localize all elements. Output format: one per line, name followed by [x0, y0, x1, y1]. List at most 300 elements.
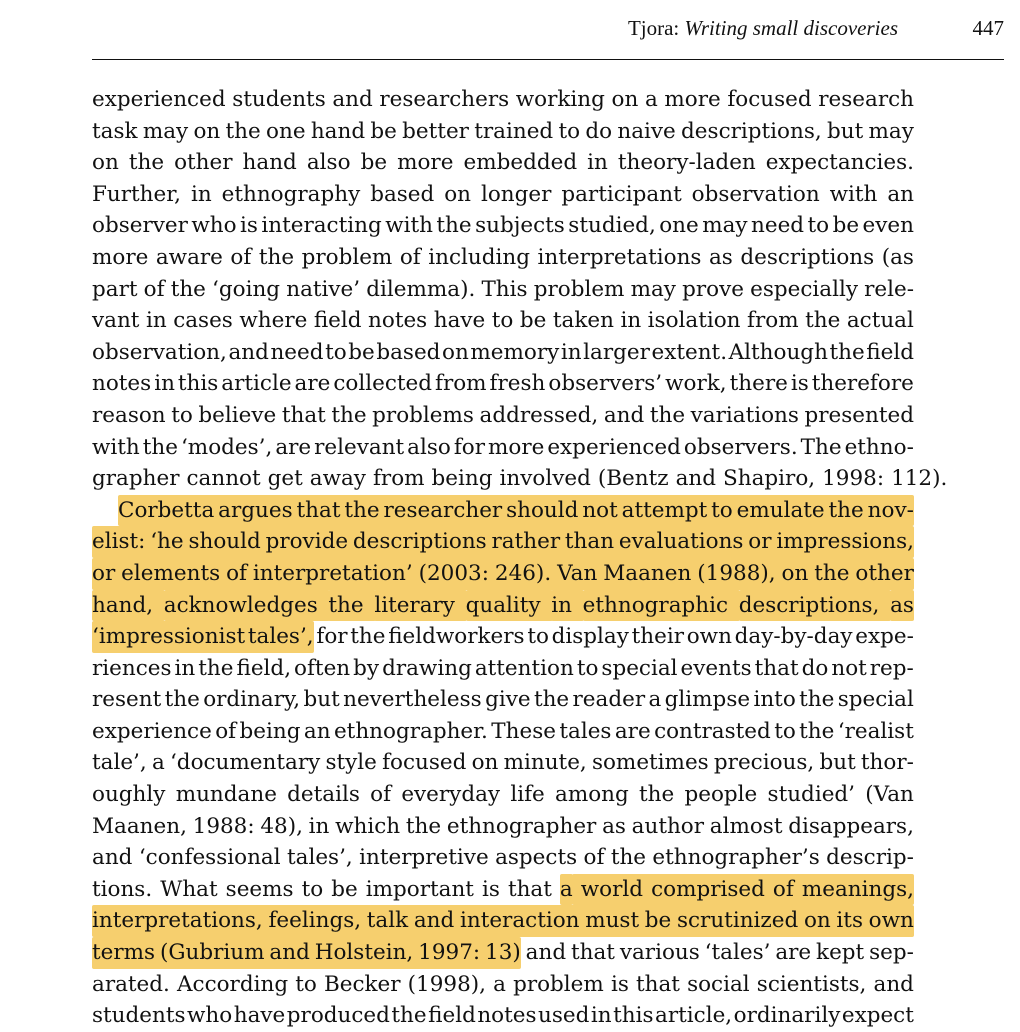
- highlighted-word: other: [855, 558, 913, 590]
- word: experienced: [92, 87, 226, 112]
- word: fresh: [489, 371, 546, 397]
- word: involved: [499, 466, 591, 492]
- word: subjects: [475, 213, 565, 239]
- word: hand: [310, 118, 366, 144]
- word: (Van: [865, 782, 914, 808]
- text-line: [92, 1000, 914, 1032]
- text-line: [92, 874, 914, 906]
- word: in: [154, 371, 175, 397]
- word: Further,: [92, 181, 182, 207]
- word: are: [614, 718, 651, 744]
- word: of: [583, 845, 605, 871]
- word: various: [619, 940, 700, 966]
- highlighted-word: than: [565, 526, 614, 558]
- word: addressed,: [479, 402, 599, 428]
- word: theory-laden: [617, 150, 756, 176]
- word: problem: [513, 971, 604, 997]
- word: cannot: [186, 466, 261, 492]
- word: larger: [583, 339, 650, 365]
- highlighted-word: nov-: [868, 495, 914, 527]
- text-line: [92, 84, 914, 116]
- word: also: [306, 150, 351, 176]
- word: on: [193, 118, 221, 144]
- word: the: [198, 655, 234, 681]
- word: problem: [533, 276, 625, 302]
- word: This: [481, 276, 528, 302]
- word: riences: [92, 655, 172, 681]
- word: to: [774, 718, 796, 744]
- word: researchers: [379, 87, 510, 112]
- word: in: [560, 339, 582, 365]
- word: to: [558, 118, 581, 144]
- highlighted-word: attempt: [622, 495, 708, 527]
- word: almost: [709, 813, 783, 839]
- word: aspects: [495, 845, 578, 871]
- word: working: [515, 87, 605, 112]
- highlighted-word: its: [836, 905, 863, 937]
- word: interacting: [261, 213, 382, 239]
- word: need: [751, 213, 805, 239]
- word: may: [630, 276, 676, 302]
- word: is: [790, 371, 809, 397]
- text-line: [92, 337, 914, 369]
- highlighted-word: (Gubrium: [160, 937, 265, 969]
- word: rele-: [864, 276, 914, 302]
- word: important: [365, 876, 474, 902]
- word: for: [453, 434, 486, 460]
- highlighted-word: (1988),: [697, 558, 775, 590]
- text-line: [92, 779, 914, 811]
- word: and: [525, 940, 567, 966]
- word: scientists,: [756, 971, 867, 997]
- page-number: 447: [972, 16, 1004, 40]
- word: to: [527, 624, 549, 650]
- highlighted-word: world: [581, 874, 643, 906]
- word: need: [270, 339, 324, 365]
- word: 48),: [260, 813, 303, 839]
- word: the: [829, 339, 865, 365]
- word: of: [215, 718, 237, 744]
- word: the: [799, 687, 835, 713]
- word: from: [434, 371, 487, 397]
- highlighted-word: and: [414, 905, 454, 937]
- word: minute,: [503, 750, 587, 776]
- word: more: [664, 87, 721, 112]
- word: observation: [691, 181, 820, 207]
- text-line: [92, 242, 914, 274]
- word: own: [686, 624, 732, 650]
- highlighted-word: ‘he: [150, 526, 183, 558]
- word: not: [831, 655, 867, 681]
- highlighted-word: of: [226, 558, 247, 590]
- word: descriptions,: [681, 118, 822, 144]
- word: dilemma).: [366, 276, 476, 302]
- text-line: [92, 621, 914, 653]
- highlighted-word: as: [890, 590, 914, 622]
- text-line: [92, 653, 914, 685]
- word: from: [372, 466, 425, 492]
- word: and: [228, 339, 269, 365]
- word: author: [631, 813, 705, 839]
- word: kept: [816, 940, 865, 966]
- word: on: [444, 181, 472, 207]
- text-line: [92, 495, 914, 527]
- word: in: [308, 813, 330, 839]
- word: a: [644, 87, 658, 112]
- word: be: [832, 213, 860, 239]
- word: of: [230, 244, 252, 270]
- word: According: [177, 971, 289, 997]
- word: into: [753, 687, 796, 713]
- word: expe-: [855, 624, 914, 650]
- text-line: [92, 842, 914, 874]
- highlighted-word: ‘impressionist: [92, 621, 245, 653]
- word: notes: [477, 1003, 537, 1029]
- word: on: [611, 87, 639, 112]
- highlighted-word: Holstein,: [315, 937, 414, 969]
- word: the: [164, 687, 200, 713]
- text-line: [92, 368, 914, 400]
- word: including: [428, 244, 531, 270]
- word: presented: [804, 402, 914, 428]
- text-line: [92, 305, 914, 337]
- highlighted-word: the: [829, 495, 864, 527]
- highlighted-word: the: [814, 558, 849, 590]
- word: oughly: [92, 782, 166, 808]
- word: (1998),: [407, 971, 486, 997]
- word: prove: [682, 276, 744, 302]
- word: also: [407, 434, 451, 460]
- text-line: [92, 526, 914, 558]
- word: among: [555, 782, 629, 808]
- highlighted-word: interaction: [460, 905, 580, 937]
- text-line: [92, 716, 914, 748]
- word: are: [775, 940, 812, 966]
- word: ethnographer.: [333, 718, 488, 744]
- highlighted-word: tales’,: [248, 621, 314, 653]
- word: are: [275, 434, 312, 460]
- highlighted-word: or: [748, 526, 771, 558]
- word: work,: [665, 371, 727, 397]
- text-line: [92, 116, 914, 148]
- word: actual: [846, 308, 914, 334]
- word: in: [620, 308, 642, 334]
- word: a: [151, 750, 165, 776]
- word: this: [177, 371, 219, 397]
- word: fieldworkers: [388, 624, 525, 650]
- word: native’: [286, 276, 361, 302]
- word: more: [397, 150, 454, 176]
- word: tales: [559, 718, 612, 744]
- word: people: [684, 782, 758, 808]
- word: especially: [750, 276, 858, 302]
- word: the: [128, 150, 165, 176]
- word: being: [431, 466, 493, 492]
- word: give: [485, 687, 531, 713]
- word: away: [309, 466, 366, 492]
- word: the: [799, 718, 835, 744]
- word: descrip-: [826, 845, 914, 871]
- highlighted-word: interpretations,: [92, 905, 263, 937]
- word: taken: [552, 308, 614, 334]
- word: ordinarily: [733, 1003, 841, 1029]
- word: being: [239, 718, 301, 744]
- word: who: [187, 1003, 233, 1029]
- text-line: [92, 400, 914, 432]
- word: that: [754, 655, 799, 681]
- word: and: [332, 87, 373, 112]
- word: cases: [173, 308, 233, 334]
- word: interpretations: [537, 244, 702, 270]
- word: an: [887, 181, 914, 207]
- text-line: [92, 210, 914, 242]
- highlighted-word: evaluations: [619, 526, 744, 558]
- highlighted-word: talk: [367, 905, 408, 937]
- highlighted-word: comprised: [651, 874, 765, 906]
- word: experienced: [547, 434, 681, 460]
- word: is: [610, 971, 629, 997]
- word: Becker: [323, 971, 401, 997]
- word: sometimes: [591, 750, 709, 776]
- highlighted-word: rather: [492, 526, 561, 558]
- word: have: [433, 308, 486, 334]
- word: a: [648, 687, 662, 713]
- word: students: [92, 1003, 186, 1029]
- word: reason: [92, 402, 166, 428]
- text-line: [92, 463, 948, 495]
- highlighted-word: interpretation’: [253, 558, 413, 590]
- word: be: [331, 876, 358, 902]
- word: (Bentz: [597, 466, 669, 492]
- word: the: [405, 813, 442, 839]
- highlighted-word: Maanen: [603, 558, 691, 590]
- text-line: [92, 274, 914, 306]
- word: field: [866, 339, 914, 365]
- word: ethnographer’s: [652, 845, 820, 871]
- highlighted-word: must: [585, 905, 639, 937]
- highlighted-word: scrutinized: [677, 905, 798, 937]
- word: experience: [92, 718, 212, 744]
- word: in: [145, 308, 167, 334]
- highlighted-word: argues: [218, 495, 292, 527]
- word: one: [659, 213, 699, 239]
- highlighted-word: of: [773, 874, 794, 906]
- word: in: [190, 181, 212, 207]
- word: more: [488, 434, 545, 460]
- word: the: [331, 402, 367, 428]
- word: life: [510, 782, 545, 808]
- highlighted-word: meanings,: [802, 874, 914, 906]
- word: may: [702, 213, 748, 239]
- word: attention: [474, 655, 574, 681]
- word: the: [350, 624, 386, 650]
- word: day-by-day: [734, 624, 853, 650]
- word: the: [649, 402, 686, 428]
- word: ‘realist: [837, 718, 914, 744]
- word: do: [585, 118, 613, 144]
- word: get: [267, 466, 303, 492]
- word: the: [170, 276, 206, 302]
- word: of: [399, 244, 421, 270]
- word: aware: [155, 244, 223, 270]
- text-line: [92, 937, 914, 969]
- word: other: [174, 150, 233, 176]
- word: focused: [382, 750, 467, 776]
- word: the: [391, 1003, 427, 1029]
- word: better: [402, 118, 469, 144]
- word: observers’: [548, 371, 663, 397]
- word: that: [281, 402, 326, 428]
- word: extent.: [651, 339, 728, 365]
- word: is: [240, 213, 258, 239]
- word: thor-: [860, 750, 914, 776]
- highlighted-word: acknowledges: [164, 590, 318, 622]
- word: the: [610, 845, 647, 871]
- word: to: [301, 876, 324, 902]
- word: be: [360, 150, 388, 176]
- word: of: [370, 782, 392, 808]
- word: special: [837, 687, 914, 713]
- highlighted-word: a: [560, 874, 573, 906]
- word: focused: [727, 87, 812, 112]
- word: glimpse: [664, 687, 751, 713]
- word: expect: [841, 1003, 914, 1029]
- word: more: [92, 244, 149, 270]
- word: but: [826, 118, 864, 144]
- word: where: [239, 308, 308, 334]
- highlighted-word: Van: [557, 558, 597, 590]
- word: mundane: [175, 782, 277, 808]
- word: to: [295, 971, 317, 997]
- word: special: [601, 655, 678, 681]
- article-title: Writing small discoveries: [684, 16, 898, 40]
- word: one: [266, 118, 306, 144]
- word: of: [143, 276, 165, 302]
- word: and: [603, 402, 645, 428]
- word: to: [171, 402, 193, 428]
- word: may: [868, 118, 914, 144]
- word: the: [225, 118, 261, 144]
- word: is: [481, 876, 500, 902]
- highlighted-word: descriptions: [353, 526, 487, 558]
- highlighted-word: descriptions,: [739, 590, 880, 622]
- word: 1998:: [822, 466, 885, 492]
- word: social: [687, 971, 750, 997]
- word: based: [376, 339, 441, 365]
- text-line: [92, 684, 914, 716]
- word: events: [680, 655, 752, 681]
- highlighted-word: literary: [374, 590, 455, 622]
- word: as: [708, 244, 733, 270]
- word: precious,: [713, 750, 815, 776]
- word: may: [142, 118, 189, 144]
- word: by: [353, 655, 380, 681]
- highlighted-word: should: [506, 495, 578, 527]
- word: the: [436, 213, 472, 239]
- text-line: [92, 747, 914, 779]
- highlighted-word: be: [645, 905, 672, 937]
- word: naive: [617, 118, 676, 144]
- word: Shapiro,: [723, 466, 816, 492]
- word: article: [221, 371, 292, 397]
- word: to: [491, 308, 514, 334]
- word: (as: [881, 244, 914, 270]
- word: descriptions: [740, 244, 875, 270]
- highlighted-word: Corbetta: [118, 495, 214, 527]
- word: grapher: [92, 466, 180, 492]
- header-rule: [92, 59, 1004, 60]
- word: resent: [92, 687, 162, 713]
- highlighted-word: 13): [485, 937, 521, 969]
- word: memory: [470, 339, 560, 365]
- highlighted-word: elements: [121, 558, 220, 590]
- word: field,: [236, 655, 292, 681]
- text-line: [92, 179, 914, 211]
- word: contrasted: [654, 718, 771, 744]
- highlighted-word: on: [782, 558, 809, 590]
- highlighted-word: on: [804, 905, 831, 937]
- highlighted-word: emulate: [737, 495, 825, 527]
- word: reader: [572, 687, 646, 713]
- word: rep-: [869, 655, 914, 681]
- highlighted-word: in: [551, 590, 572, 622]
- highlighted-word: quality: [466, 590, 541, 622]
- word: notes: [92, 371, 152, 397]
- highlighted-word: terms: [92, 937, 155, 969]
- highlighted-word: the: [328, 590, 363, 622]
- word: relevant: [314, 434, 405, 460]
- highlighted-word: elist:: [92, 526, 145, 558]
- highlighted-word: researcher: [383, 495, 502, 527]
- highlighted-word: to: [711, 495, 733, 527]
- text-line: [92, 558, 914, 590]
- word: everyday: [401, 782, 501, 808]
- word: trained: [474, 118, 554, 144]
- word: in: [587, 150, 608, 176]
- word: with: [829, 181, 878, 207]
- word: observer: [92, 213, 188, 239]
- text-line: [92, 590, 914, 622]
- word: and: [873, 971, 914, 997]
- highlighted-word: should: [188, 526, 260, 558]
- word: ‘tales’: [704, 940, 771, 966]
- word: variations: [690, 402, 799, 428]
- word: often: [294, 655, 351, 681]
- word: the: [805, 308, 841, 334]
- word: collected: [333, 371, 432, 397]
- word: students: [232, 87, 326, 112]
- word: the: [533, 687, 570, 713]
- word: tions.: [92, 876, 153, 902]
- highlighted-word: own: [869, 905, 914, 937]
- word: for: [316, 624, 348, 650]
- word: ‘documentary: [169, 750, 321, 776]
- word: ‘going: [212, 276, 281, 302]
- word: on: [92, 150, 119, 176]
- word: and: [92, 845, 133, 871]
- word: isolation: [647, 308, 741, 334]
- word: to: [576, 655, 599, 681]
- word: the: [258, 244, 295, 270]
- word: that: [570, 940, 615, 966]
- highlighted-word: impressions,: [776, 526, 914, 558]
- word: tale’,: [92, 750, 147, 776]
- word: as: [602, 813, 626, 839]
- word: task: [92, 118, 138, 144]
- word: that: [507, 876, 552, 902]
- word: therefore: [811, 371, 914, 397]
- word: Although: [728, 339, 828, 365]
